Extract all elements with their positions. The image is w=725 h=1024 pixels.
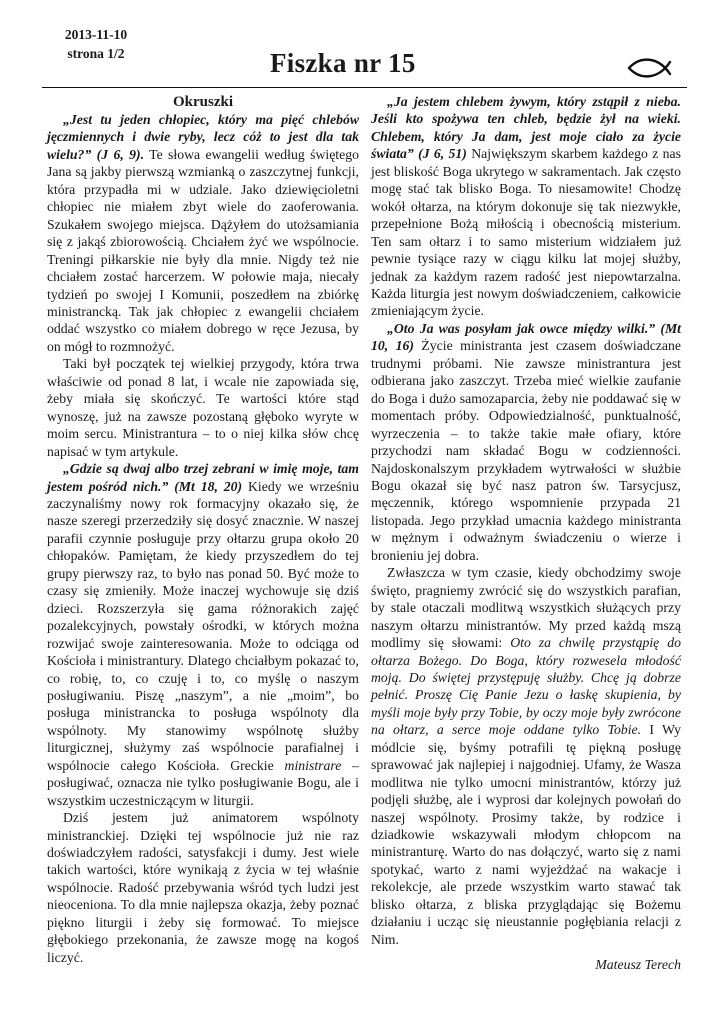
issue-date: 2013-11-10: [64, 27, 128, 42]
paragraph: Taki był początek tej wielkiej przygody, która trwa właściwie od ponad 8 lat, i wcale nie zapowiada się, żeby miała się skończyć. Te wartości które stąd wynoszę, już na zawsze pozostaną głęboko wyryte w moim sercu. Ministrantura – to o niej kilka słów chcę napisać w tym artykule.: [47, 356, 359, 459]
paragraph-text: Największym skarbem każdego z nas jest bliskość Boga ukrytego w sakramentach. Jak często mogę stać tak blisko Boga. To niesamowite! Chodzę wokół ołtarza, na którym dokonuje się tak niezwykłe, przepełnione Bożą miłością i obecnością misterium. Ten sam ołtarz i to samo misterium widziałem już pewnie tysiące razy w ciągu kilku lat mojej służby, jednak za każdym razem radość jest niepowtarzalna. Każda liturgia jest nowym doświadczeniem, całkowicie zmieniającym życie.: [371, 146, 681, 319]
paragraph: Dziś jestem już animatorem wspólnoty ministranckiej. Dzięki tej wspólnocie już nie raz doświadczyłem radości, satysfakcji i dumy. Jest wiele takich wartości, które wynikają z życia w tej właśnie wspólnocie. Radość przebywania wśród tych ludzi jest nieoceniona. To dla mnie najlepsza okazja, żeby poznać piękno liturgii i żeby się formować. To miejsce głębokiego przekonania, że zawsze mogę na kogoś liczyć.: [47, 810, 359, 965]
paragraph-text: I Wy módlcie się, byśmy potrafili tę piękną posługę sprawować jak najlepiej i najgodniej. Ufamy, że Wasza modlitwa nie tylko umocni ministrantów, którzy już podjęli służbę, ale i wyprosi dar kolejnych powołań do naszej wspólnoty. Prosimy także, by rodzice i dziadkowie wskazywali młodym chłopcom na ministranturę. Warto do nas dołączyć, warto się z nami spotykać, warto z nami wyjeżdżać na wakacje i rekolekcje, ale przede wszystkim warto stawać tak blisko ołtarza, z bliska przyglądając się Bożemu działaniu i ucząc się nieustannie pogłębiania relacji z Nim.: [371, 722, 682, 947]
paragraph: [47, 111, 359, 355]
paragraph: [371, 564, 681, 948]
page-number: strona 1/2: [67, 46, 125, 61]
scripture-quote: „Oto Ja was posyłam jak owce między wilki.” (Mt 10, 16): [371, 320, 681, 354]
right-column: [371, 93, 681, 974]
paragraph-text: Życie ministranta jest czasem doświadczane trudnymi próbami. Nie zawsze ministrantura jest odbierana jako zaszczyt. Trzeba mieć wielkie zaufanie do Boga i dużo samozaparcia, żeby nie poddawać się w momentach próby. Odpowiedzialność, punktualność, wyrzeczenia – to także takie małe ofiary, które przychodzi nam składać Bogu w codzienności. Najdoskonalszym przykładem wytrwałości w służbie Bogu okazał się być nasz patron św. Tarsycjusz, męczennik, którego wspomnienie przypada 21 listopada. Jego przykład umacnia każdego ministranta w mężnym i odważnym świadczeniu o wierze i bronieniu jej dobra.: [371, 338, 681, 563]
paragraph: [47, 460, 359, 809]
page-title: Fiszka nr 15: [270, 48, 416, 78]
scripture-quote: „Ja jestem chlebem żywym, który zstąpił z nieba. Jeśli kto spożywa ten chleb, będzie żył na wieki. Chlebem, który Ja dam, jest moje ciało za życie świata” (J 6, 51): [371, 94, 681, 162]
author-signature: Mateusz Terech: [595, 957, 681, 973]
ichthys-fish-icon: [626, 54, 678, 82]
paragraph-text: Te słowa ewangelii według świętego Jana są jakby pierwszą wzmianką o zaszczytnej funkcji, która przypadła mi w udziale. Jako dziewięcioletni chłopiec nie miałem zbyt wiele do zaoferowania. Szukałem swojego miejsca. Dążyłem do utożsamiania się z jakąś zbiorowością. Chciałem żyć we wspólnocie. Treningi piłkarskie nie były dla mnie. Nigdy też nie chciałem zostać harcerzem. W połowie maja, niecały tydzień po swojej I Komunii, poszedłem na zbiórkę ministrancką. Tak jak chłopiec z ewangelii chciałem oddać wszystko co miałem dobrego w ręce Jezusa, by on mógł to rozmnożyć.: [47, 146, 359, 354]
paragraph-text: Zwłaszcza w tym czasie, kiedy obchodzimy swoje święto, pragniemy zwrócić się do wszystkich parafian, by stale otaczali modlitwą wszystkich służących przy naszym ołtarzu ministrantów. My przed każdą mszą modlimy się słowami:: [371, 565, 681, 651]
altar-server-prayer: Oto za chwilę przystąpię do ołtarza Bożego. Do Boga, który rozwesela młodość moją. Do świętej przystępuję służby. Chcę ją dobrze pełnić. Proszę Cię Panie Jezu o łaskę skupienia, by myśli moje były przy Tobie, by oczy moje były zwrócone na ołtarz, a serce moje oddane tylko Tobie.: [371, 635, 681, 738]
paragraph: [371, 93, 681, 320]
scripture-quote: „Gdzie są dwaj albo trzej zebrani w imię moje, tam jestem pośród nich.” (Mt 18, 20): [47, 461, 359, 494]
scripture-quote: „Jest tu jeden chłopiec, który ma pięć chlebów jęczmiennych i dwie ryby, lecz cóż to jest dla tak wielu?” (J 6, 9).: [47, 112, 359, 162]
article-heading: Okruszki: [172, 94, 233, 110]
latin-term: ministrare: [284, 757, 342, 773]
header-divider: [42, 87, 687, 88]
left-column: [47, 93, 359, 966]
paragraph: [371, 320, 681, 564]
paragraph-text: – posługiwać, oznacza nie tylko posługiwanie Bogu, ale i wszystkim uczestniczącym w liturgii.: [47, 757, 359, 808]
header-date-block: [46, 25, 146, 63]
paragraph-text: Kiedy we wrześniu zaczynaliśmy nowy rok formacyjny okazało się, że nasze szeregi przerzedziły się dosyć znacznie. W naszej parafii czynnie posługuje przy ołtarzu grupa około 20 chłopaków. Pamiętam, że kiedy przyszedłem do tej grupy pierwszy raz, to było nas ponad 50. Być może to czasy się zmieniły. Może inaczej wychowuje się dziś dzieci. Rozszerzyła się gama różnorakich zajęć pozalekcyjnych, powstały ośrodki, w których można rozwijać swoje zainteresowania. Może to odciąga od Kościoła i ministrantury. Dlatego chciałbym pokazać to, co robię, to, co czuję i to, co myślę o naszym posługiwaniu. Piszę „naszym”, a nie „moim”, bo posługa ministrancka to posługa wspólnoty dla wspólnoty. My stanowimy wspólnotę służby liturgicznej, służymy zaś wspólnocie parafialnej i wspólnocie całego Kościoła. Greckie: [47, 478, 360, 773]
